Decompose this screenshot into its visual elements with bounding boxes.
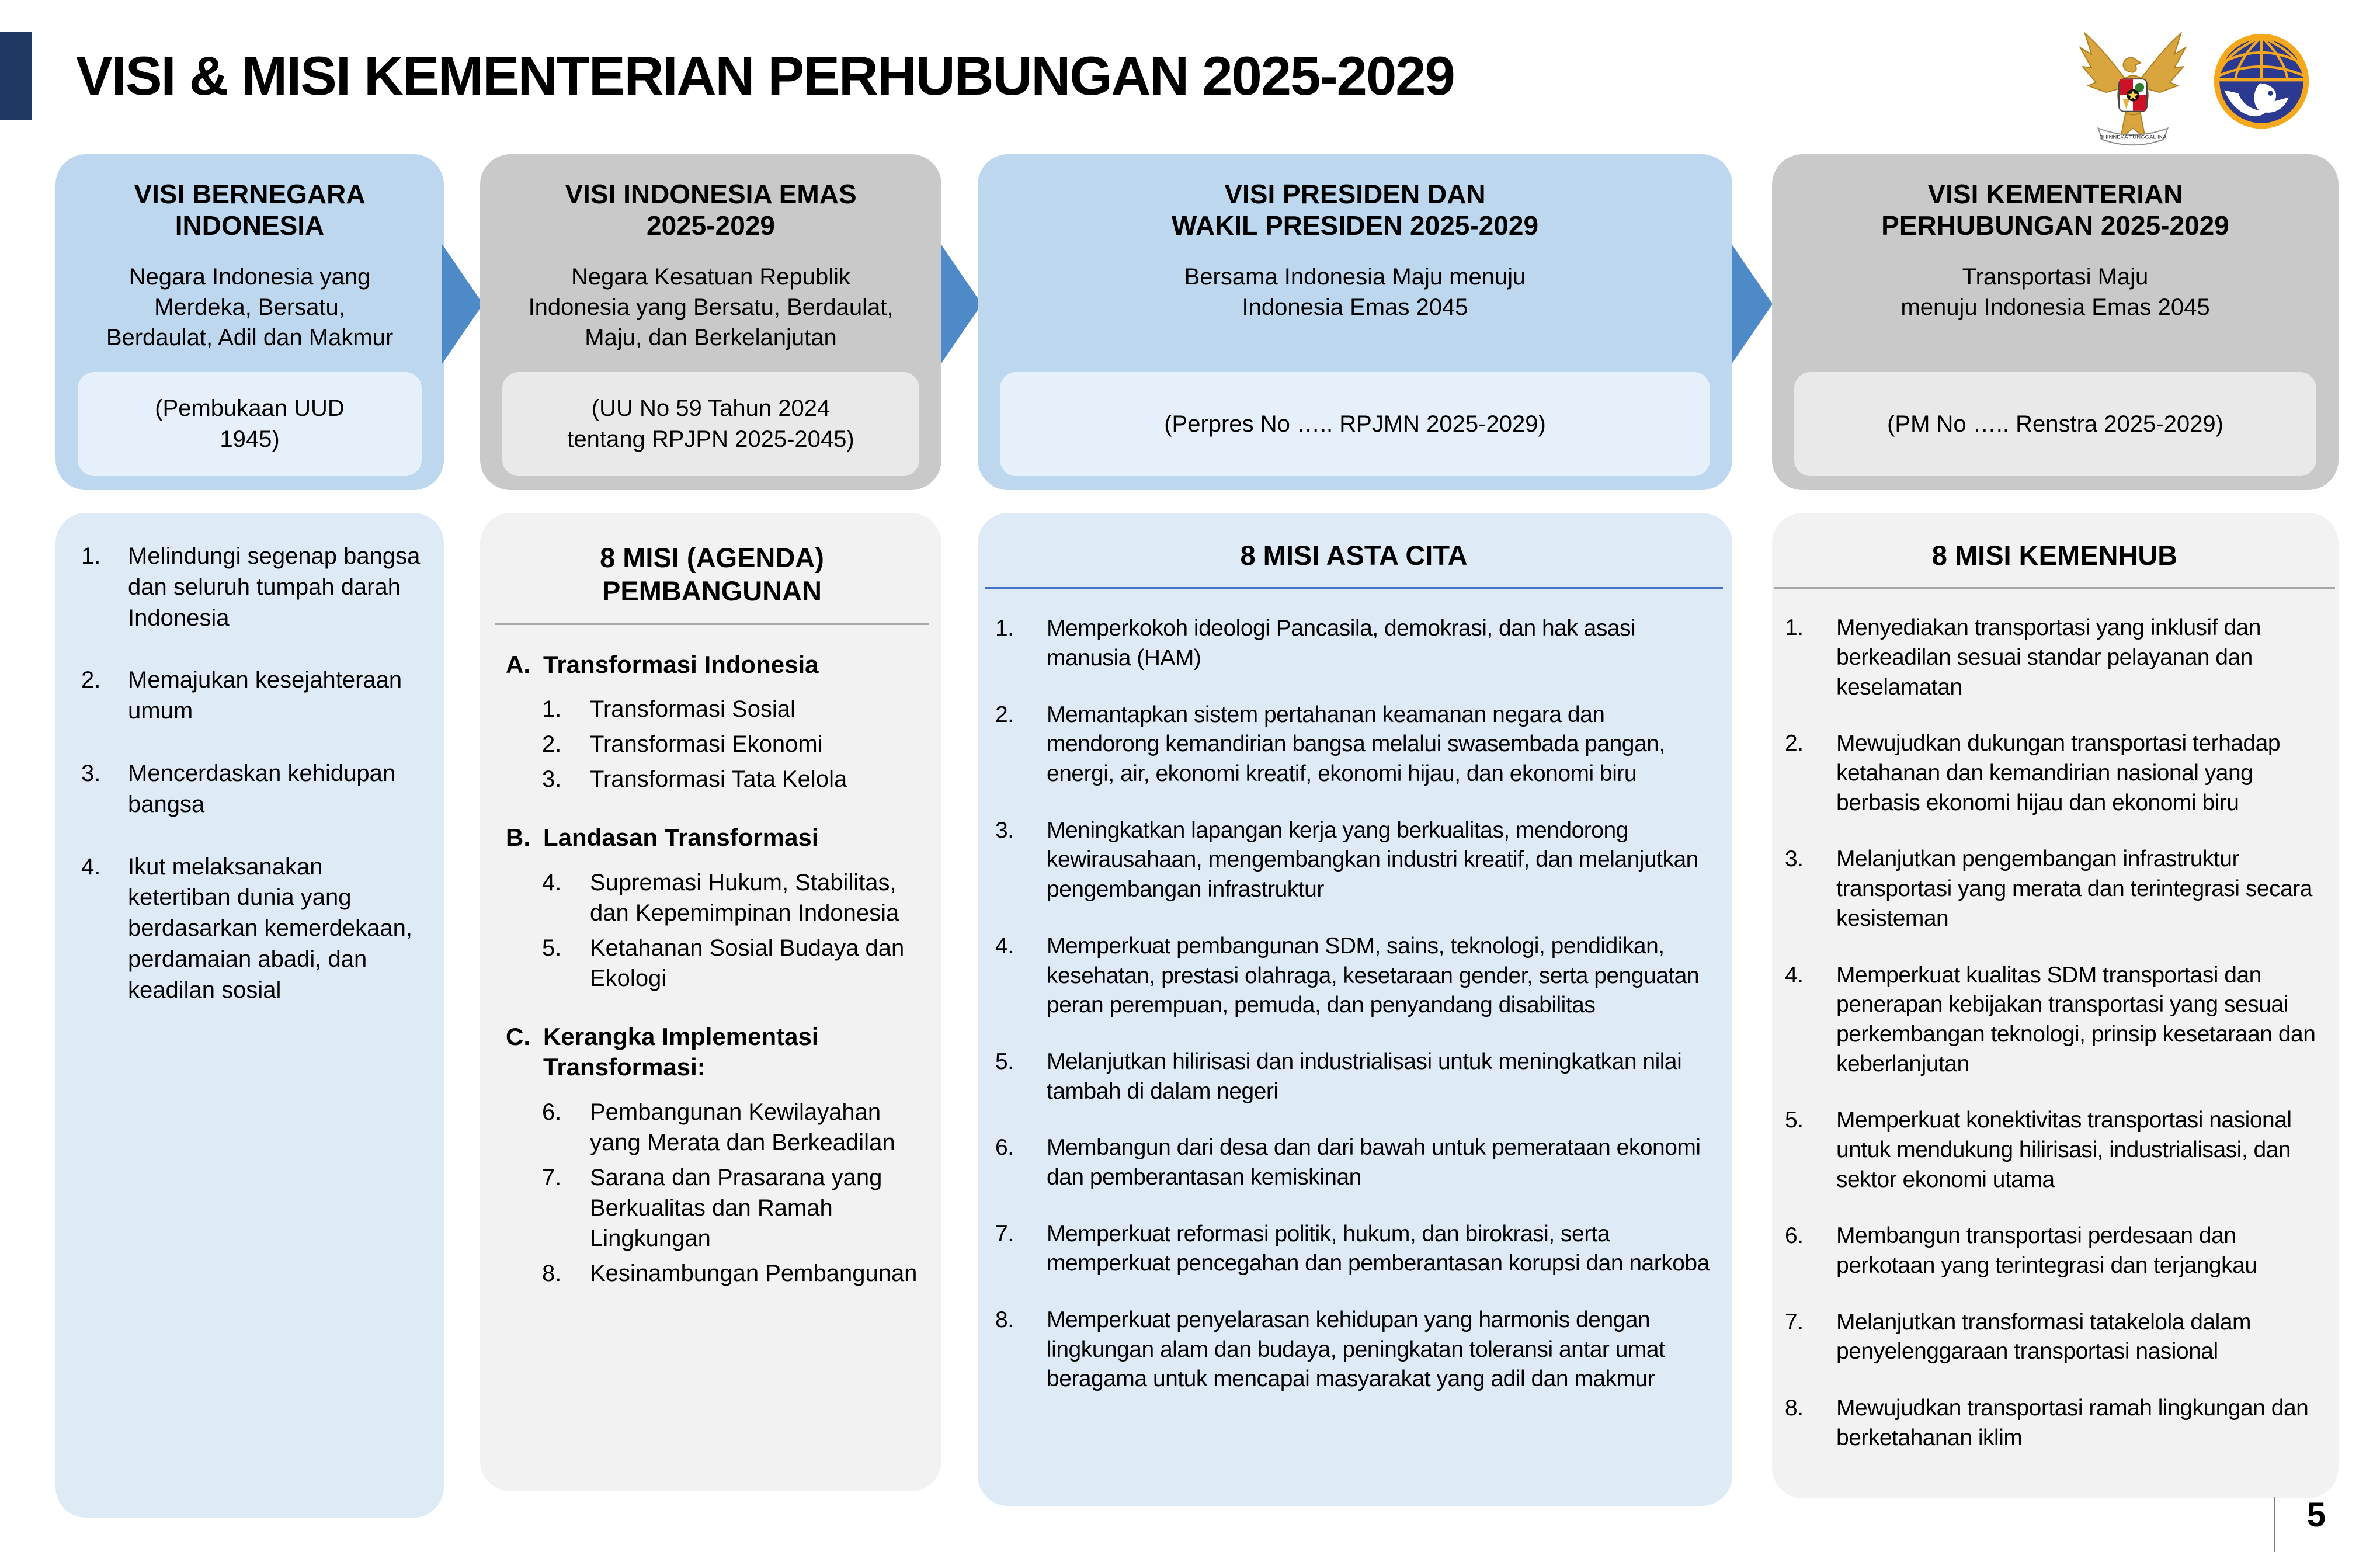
heading-divider [1774,587,2335,589]
list-item: 3. Meningkatkan lapangan kerja yang berkualitas, mendorong kewirausahaan, mengembangkan industri kreatif, dan melanjutkan pengembangan infrastruktur [995,817,1698,902]
list-item: 5. Melanjutkan hilirisasi dan industrialisasi untuk meningkatkan nilai tambah di dalam negeri [995,1048,1682,1104]
legal-ref-badge: (UU No 59 Tahun 2024 tentang RPJPN 2025-2045) [502,372,919,476]
list-item: 6. Pembangunan Kewilayahan yang Merata dan Berkeadilan [542,1099,895,1155]
list-item: 7. Sarana dan Prasarana yang Berkualitas dan Ramah Lingkungan [542,1164,882,1251]
list-item: 4. Ikut melaksanakan ketertiban dunia yang berdasarkan kemerdekaan, perdamaian abadi, dan keadilan sosial [81,853,412,1003]
legal-ref-badge: (Pembukaan UUD 1945) [78,372,422,476]
header-card-visi-kemenhub [1772,154,2339,490]
group-kerangka-implementasi [506,1022,918,1289]
list-heading: 8 MISI (AGENDA) PEMBANGUNAN [600,542,824,607]
group-transformasi-indonesia [506,650,918,795]
flow-arrow-2-icon [941,244,982,364]
body-card-asta-cita [978,513,1732,1506]
group-label: C. Kerangka Implementasi Transformasi: [506,1022,819,1081]
garuda-pancasila-icon [2077,14,2189,148]
body-card-indonesia-emas [480,513,941,1491]
card-title: VISI INDONESIA EMAS 2025-2029 [565,179,857,241]
group-label: A. Transformasi Indonesia [506,650,819,678]
list-item: 1. Menyediakan transportasi yang inklusif dan berkeadilan sesuai standar pelayanan dan keselamatan [1785,615,2261,700]
card-subtitle: Negara Kesatuan Republik Indonesia yang Bersatu, Berdaulat, Maju, dan Berkelanjutan [528,263,894,350]
list-item: 6. Membangun dari desa dan dari bawah untuk pemerataan ekonomi dan pemberantasan kemiskinan [995,1135,1701,1190]
list-item: 6. Membangun transportasi perdesaan dan perkotaan yang terintegrasi dan terjangkau [1785,1223,2257,1279]
list-item: 2. Mewujudkan dukungan transportasi terhadap ketahanan dan kemandirian nasional yang berbasis ekonomi hijau dan ekonomi biru [1785,731,2281,815]
group-label: B. Landasan Transformasi [506,824,819,852]
list-heading: 8 MISI KEMENHUB [1931,540,2178,571]
heading-divider [985,587,1723,589]
card-subtitle: Transportasi Maju menuju Indonesia Emas 2045 [1900,263,2210,320]
list-item: 5. Ketahanan Sosial Budaya dan Ekologi [542,935,905,991]
list-item: 7. Melanjutkan transformasi tatakelola dalam penyelenggaraan transportasi nasional [1785,1309,2252,1364]
list-item: 8. Kesinambungan Pembangunan [542,1260,918,1286]
header-card-indonesia-emas [480,154,941,490]
legal-ref-badge: (PM No ….. Renstra 2025-2029) [1794,372,2316,476]
list-item: 1. Melindungi segenap bangsa dan seluruh tumpah darah Indonesia [81,543,421,631]
list-item: 3. Melanjutkan pengembangan infrastruktur transportasi yang merata dan terintegrasi secara kesisteman [1785,846,2312,931]
list-item: 4. Memperkuat kualitas SDM transportasi dan penerapan kebijakan transportasi yang sesuai perkembangan teknologi, prinsip kesetaraan dan keberlanjutan [1785,962,2316,1077]
body-card-visi-bernegara [55,513,444,1518]
legal-ref-badge: (Perpres No ….. RPJMN 2025-2029) [1000,372,1710,476]
header-card-visi-bernegara [55,154,444,490]
flow-arrow-3-icon [1732,244,1773,364]
list-item: 7. Memperkuat reformasi politik, hukum, dan birokrasi, serta memperkuat pencegahan dan pemberantasan korupsi dan narkoba [995,1221,1710,1276]
group-landasan-transformasi [506,822,918,994]
card-subtitle: Negara Indonesia yang Merdeka, Bersatu, Berdaulat, Adil dan Makmur [106,263,394,350]
header-card-visi-presiden [978,154,1732,490]
list-item: 2. Transformasi Ekonomi [542,731,823,758]
list-item: 3. Mencerdaskan kehidupan bangsa [81,760,396,817]
list-item: 1. Transformasi Sosial [542,696,795,723]
card-title: VISI BERNEGARA INDONESIA [134,179,366,241]
footer-divider [2274,1497,2275,1552]
flow-arrow-1-icon [442,244,483,364]
list-item: 8. Memperkuat penyelarasan kehidupan yang harmonis dengan lingkungan alam dan budaya, peningkatan toleransi antar umat beragama untuk mencapai masyarakat yang adil dan makmur [995,1307,1665,1392]
card-subtitle: Bersama Indonesia Maju menuju Indonesia Emas 2045 [1184,263,1526,320]
list-item: 4. Supremasi Hukum, Stabilitas, dan Kepemimpinan Indonesia [542,869,899,926]
kemenhub-logo-icon [2211,22,2312,140]
page-title: VISI & MISI KEMENTERIAN PERHUBUNGAN 2025-2029 [76,45,1454,106]
garuda-banner-text: BHINNEKA TUNGGAL IKA [2099,134,2167,141]
heading-divider [495,623,929,625]
body-card-misi-kemenhub [1772,513,2339,1498]
list-item: 4. Memperkuat pembangunan SDM, sains, teknologi, pendidikan, kesehatan, prestasi olahraga, kesetaraan gender, serta penguatan peran perempuan, pemuda, dan penyandang disabilitas [995,933,1700,1018]
page-number: 5 [2306,1496,2326,1534]
list-item: 1. Memperkokoh ideologi Pancasila, demokrasi, dan hak asasi manusia (HAM) [995,616,1636,671]
title-accent-bar [0,32,32,120]
card-title: VISI PRESIDEN DAN WAKIL PRESIDEN 2025-2029 [1171,179,1539,241]
list-heading: 8 MISI ASTA CITA [1240,540,1468,571]
list-item: 8. Mewujudkan transportasi ramah lingkungan dan berketahanan iklim [1785,1395,2309,1450]
list-item: 5. Memperkuat konektivitas transportasi nasional untuk mendukung hilirisasi, industrialisasi, dan sektor ekonomi utama [1785,1107,2292,1192]
list-item: 2. Memantapkan sistem pertahanan keamanan negara dan mendorong kemandirian bangsa melalui swasembada pangan, energi, air, ekonomi kreatif, ekonomi hijau, dan ekonomi biru [995,702,1665,787]
list-item: 3. Transformasi Tata Kelola [542,766,847,793]
card-title: VISI KEMENTERIAN PERHUBUNGAN 2025-2029 [1881,179,2229,241]
list-item: 2. Memajukan kesejahteraan umum [81,667,402,724]
